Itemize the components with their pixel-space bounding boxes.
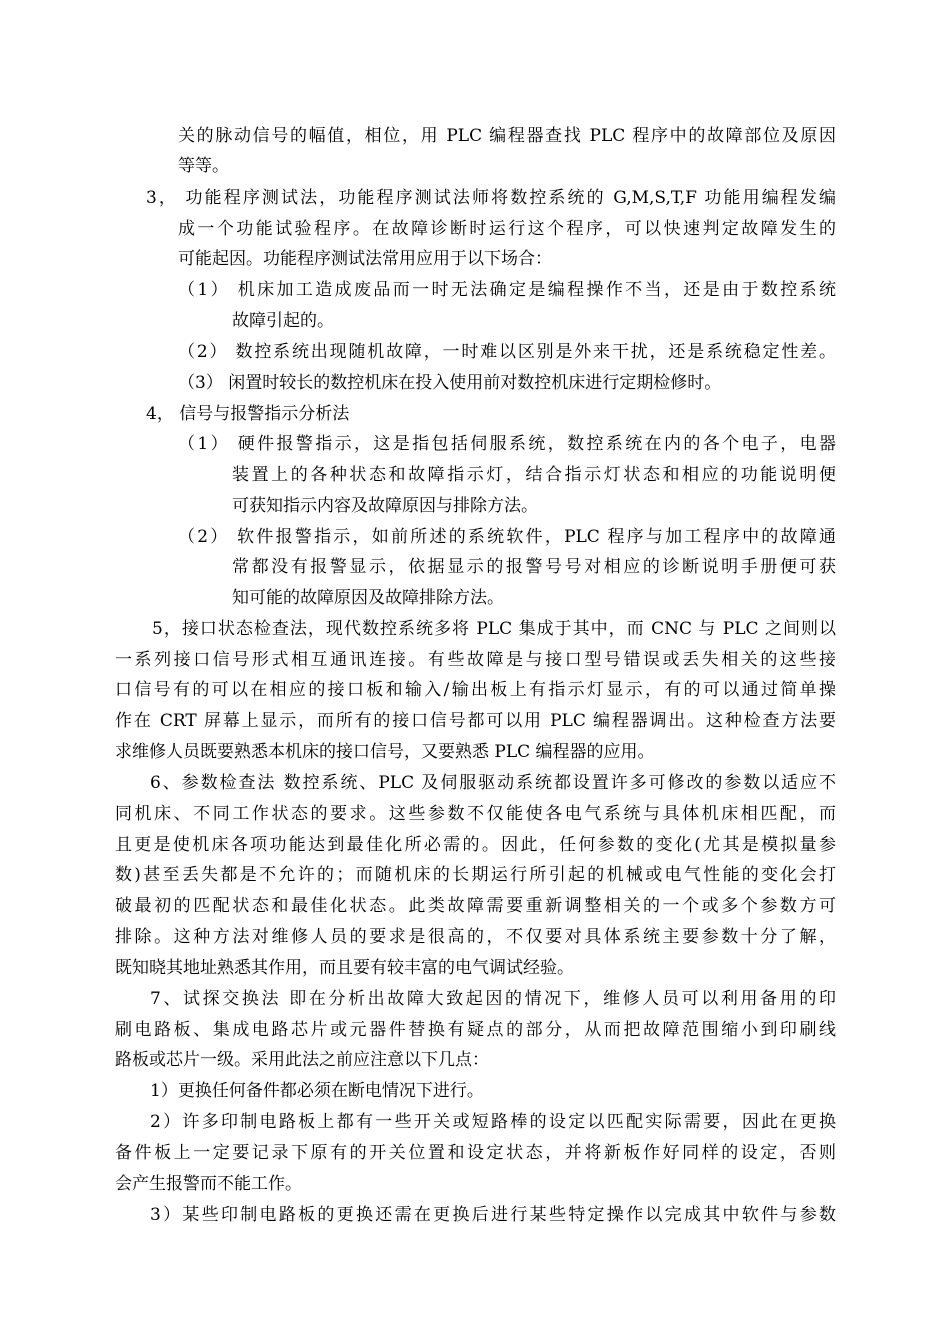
- text-line: 故障引起的。: [232, 311, 334, 331]
- text-line: 知可能的故障原因及故障排除方法。: [232, 588, 504, 608]
- text-line: 口信号有的可以在相应的接口板和输入/输出板上有指示灯显示，有的可以通过简单操: [115, 680, 836, 700]
- note-item: 3）某些印制电路板的更换还需在更换后进行某些特定操作以完成其中软件与参数: [150, 1205, 836, 1225]
- text-line: 刷电路板、集成电路芯片或元器件替换有疑点的部分，从而把故障范围缩小到印刷线: [115, 1020, 836, 1040]
- text-line: 既知晓其地址熟悉其作用，而且要有较丰富的电气调试经验。: [115, 958, 574, 978]
- sub-list-item: （2） 软件报警指示，如前所述的系统软件，PLC 程序与加工程序中的故障通: [178, 527, 836, 547]
- paragraph-start: 5，接口状态检查法，现代数控系统多将 PLC 集成于其中，而 CNC 与 PLC 之间则以: [152, 619, 836, 639]
- text-line: 常都没有报警显示，依据显示的报警号号对相应的诊断说明手册便可获: [232, 557, 836, 577]
- text-line: 作在 CRT 屏幕上显示，而所有的接口信号都可以用 PLC 编程器调出。这种检查方法要: [115, 711, 836, 731]
- sub-list-item: （3） 闲置时较长的数控机床在投入使用前对数控机床进行定期检修时。: [178, 373, 722, 393]
- text-line: 一系列接口信号形式相互通讯连接。有些故障是与接口型号错误或丢失相关的这些接: [115, 650, 836, 670]
- text-line: 且更是使机床各项功能达到最佳化所必需的。因此，任何参数的变化(尤其是模拟量参: [115, 835, 836, 855]
- text-line: 路板或芯片一级。采用此法之前应注意以下几点：: [115, 1050, 489, 1070]
- list-item-heading: 3， 功能程序测试法，功能程序测试法师将数控系统的 G,M,S,T,F 功能用编程发编: [146, 188, 836, 208]
- sub-list-item: （1） 机床加工造成废品而一时无法确定是编程操作不当，还是由于数控系统: [178, 280, 836, 300]
- text-line: 可获知指示内容及故障原因与排除方法。: [232, 496, 538, 516]
- text-line: 等等。: [178, 156, 229, 176]
- text-line: 备件板上一定要记录下原有的开关位置和设定状态，并将新板作好同样的设定，否则: [115, 1143, 836, 1163]
- text-line: 会产生报警而不能工作。: [115, 1174, 302, 1194]
- text-line: 破最初的匹配状态和最佳化状态。此类故障需要重新调整相关的一个或多个参数方可: [115, 896, 836, 916]
- note-item: 2）许多印制电路板上都有一些开关或短路棒的设定以匹配实际需要，因此在更换: [150, 1112, 836, 1132]
- text-line: 成一个功能试验程序。在故障诊断时运行这个程序，可以快速判定故障发生的: [178, 219, 836, 239]
- text-line: 排除。这种方法对维修人员的要求是很高的，不仅要对具体系统主要参数十分了解，: [115, 927, 836, 947]
- text-line: 求维修人员既要熟悉本机床的接口信号，又要熟悉 PLC 编程器的应用。: [115, 742, 655, 762]
- note-item: 1）更换任何备件都必须在断电情况下进行。: [150, 1081, 484, 1101]
- sub-list-item: （2） 数控系统出现随机故障，一时难以区别是外来干扰，还是系统稳定性差。: [178, 342, 836, 362]
- sub-list-item: （1） 硬件报警指示，这是指包括伺服系统，数控系统在内的各个电子，电器: [178, 434, 836, 454]
- text-line: 装置上的各种状态和故障指示灯，结合指示灯状态和相应的功能说明便: [232, 465, 836, 485]
- text-line: 关的脉动信号的幅值，相位，用 PLC 编程器查找 PLC 程序中的故障部位及原因: [178, 126, 836, 146]
- list-item-heading: 4， 信号与报警指示分析法: [146, 404, 350, 424]
- paragraph-start: 7、试探交换法 即在分析出故障大致起因的情况下，维修人员可以利用备用的印: [150, 989, 836, 1009]
- text-line: 同机床、不同工作状态的要求。这些参数不仅能使各电气系统与具体机床相匹配，而: [115, 804, 836, 824]
- text-line: 数)甚至丢失都是不允许的；而随机床的长期运行所引起的机械或电气性能的变化会打: [115, 865, 836, 885]
- text-line: 可能起因。功能程序测试法常用应用于以下场合：: [178, 249, 552, 269]
- paragraph-start: 6、参数检查法 数控系统、PLC 及伺服驱动系统都设置许多可修改的参数以适应不: [150, 773, 836, 793]
